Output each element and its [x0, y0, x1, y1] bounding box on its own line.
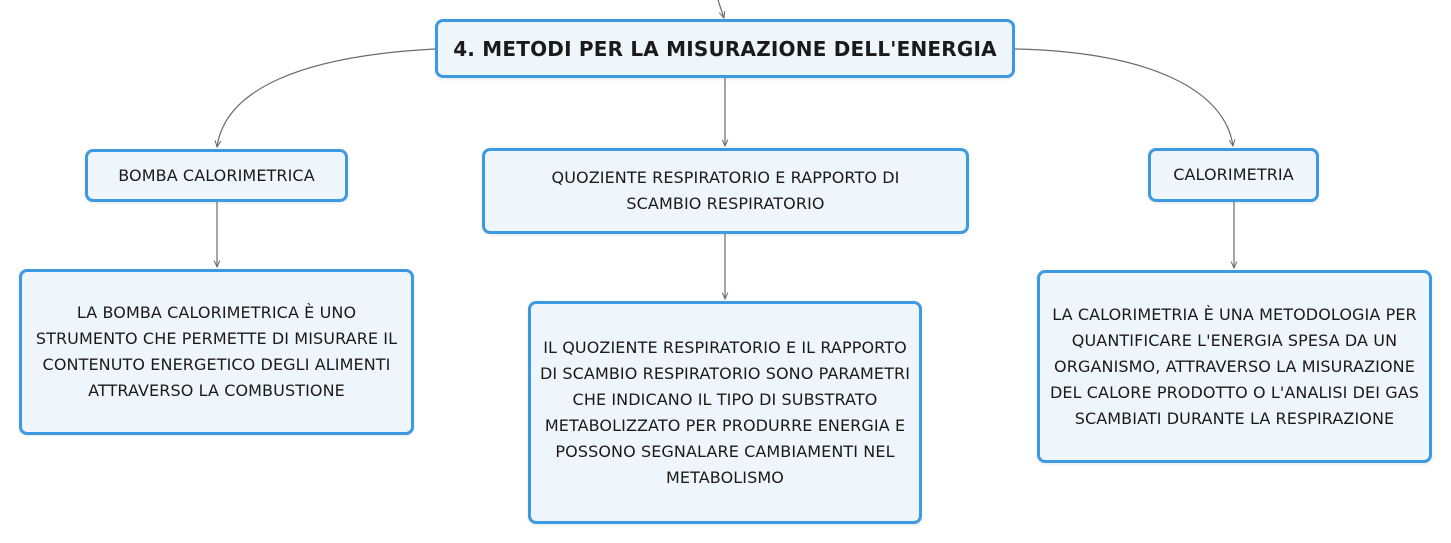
detail-text: LA BOMBA CALORIMETRICA È UNO STRUMENTO CHE PERMETTE DI MISURARE IL CONTENUTO ENERGETICO DEGLI ALIMENTI ATTRAVERSO LA COMBUSTIONE [35, 303, 398, 400]
detail-text: LA CALORIMETRIA È UNA METODOLOGIA PER QUANTIFICARE L'ENERGIA SPESA DA UN ORGANISMO, ATTRAVERSO LA MISURAZIONE DEL CALORE PRODOTTO O L'ANALISI DEI GAS SCAMBIATI DURANTE LA RESPIRAZIONE [1049, 304, 1420, 428]
topic-label: QUOZIENTE RESPIRATORIO E RAPPORTO DI SCAMBIO RESPIRATORIO [551, 168, 900, 213]
detail-text: IL QUOZIENTE RESPIRATORIO E IL RAPPORTO DI SCAMBIO RESPIRATORIO SONO PARAMETRI CHE INDICANO IL TIPO DI SUBSTRATO METABOLIZZATO PER PRODURRE ENERGIA E POSSONO SEGNALARE CAMBIAMENTI NEL METABOLISMO [539, 337, 911, 487]
topic-bomba-calorimetrica[interactable] [85, 149, 348, 202]
topic-calorimetria[interactable] [1148, 148, 1319, 202]
detail-calorimetria[interactable] [1037, 270, 1432, 463]
detail-quoziente-respiratorio[interactable] [528, 301, 922, 524]
topic-label: CALORIMETRIA [1173, 165, 1294, 184]
root-topic-node[interactable] [435, 19, 1015, 78]
connector-parent-to-root [718, 0, 724, 18]
connector-root-to-calorimetria [1015, 49, 1233, 146]
detail-bomba-calorimetrica[interactable] [19, 269, 414, 435]
root-topic-label: 4. METODI PER LA MISURAZIONE DELL'ENERGIA [453, 36, 997, 61]
connector-root-to-bomba [217, 49, 435, 147]
topic-label: BOMBA CALORIMETRICA [118, 165, 315, 185]
topic-quoziente-respiratorio[interactable] [482, 148, 969, 234]
